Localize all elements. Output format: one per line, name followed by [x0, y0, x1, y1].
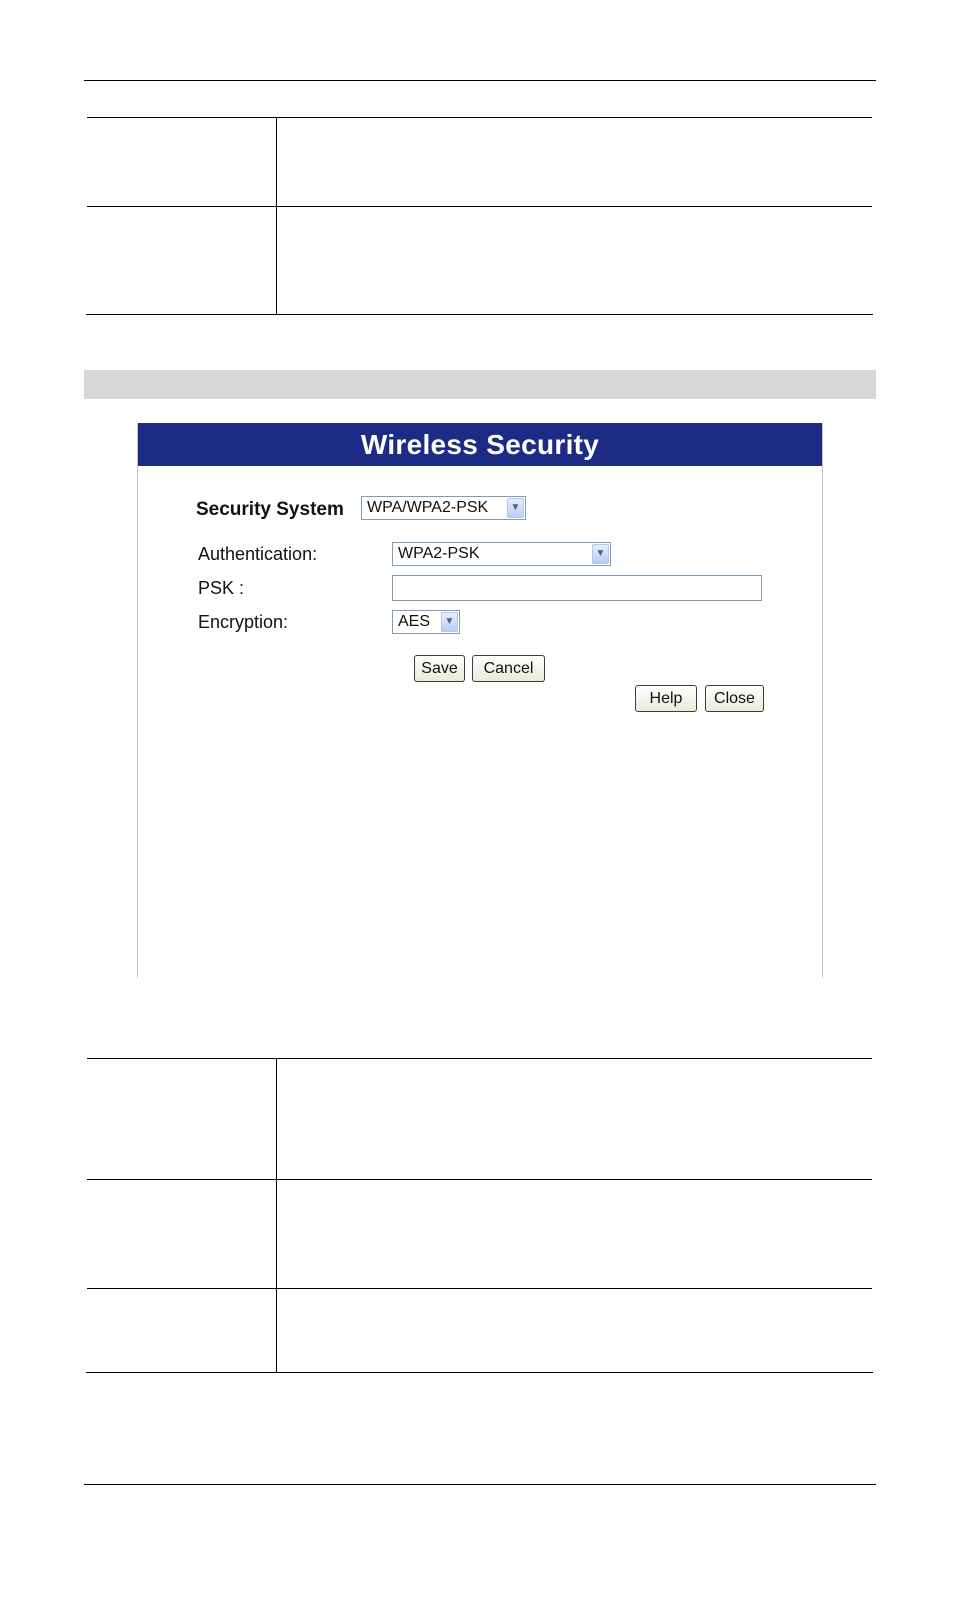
lower-table-row-divider-1 — [87, 1179, 872, 1180]
lower-table-column-divider — [276, 1058, 277, 1373]
lower-table-bottom-border — [86, 1372, 873, 1373]
security-system-select[interactable] — [361, 496, 526, 520]
save-button[interactable]: Save — [414, 655, 465, 682]
authentication-value: WPA2-PSK — [398, 545, 480, 562]
close-button[interactable]: Close — [705, 685, 764, 712]
cancel-button[interactable]: Cancel — [472, 655, 545, 682]
lower-table-row-divider-2 — [87, 1288, 872, 1289]
authentication-select[interactable] — [392, 542, 611, 566]
chevron-down-icon[interactable]: ▼ — [507, 498, 524, 518]
page-top-rule — [84, 80, 876, 81]
panel-title: Wireless Security — [138, 423, 822, 466]
security-system-value: WPA/WPA2-PSK — [367, 499, 489, 516]
upper-table-row-divider — [87, 206, 872, 207]
security-system-label: Security System — [196, 499, 344, 520]
page-bottom-rule — [84, 1484, 876, 1485]
chevron-down-icon[interactable]: ▼ — [592, 544, 609, 564]
encryption-label: Encryption: — [198, 612, 289, 632]
psk-input[interactable] — [392, 575, 762, 601]
authentication-label: Authentication: — [198, 544, 318, 564]
chevron-down-icon[interactable]: ▼ — [441, 612, 458, 632]
upper-table-column-divider — [276, 117, 277, 315]
lower-table-top-border — [87, 1058, 872, 1059]
help-button[interactable]: Help — [635, 685, 697, 712]
section-heading-bar — [84, 370, 876, 399]
upper-table-bottom-border — [86, 314, 873, 315]
encryption-value: AES — [398, 613, 431, 630]
upper-table-top-border — [87, 117, 872, 118]
psk-label: PSK : — [198, 578, 245, 598]
wireless-security-panel — [137, 423, 823, 978]
encryption-select[interactable] — [392, 610, 460, 634]
